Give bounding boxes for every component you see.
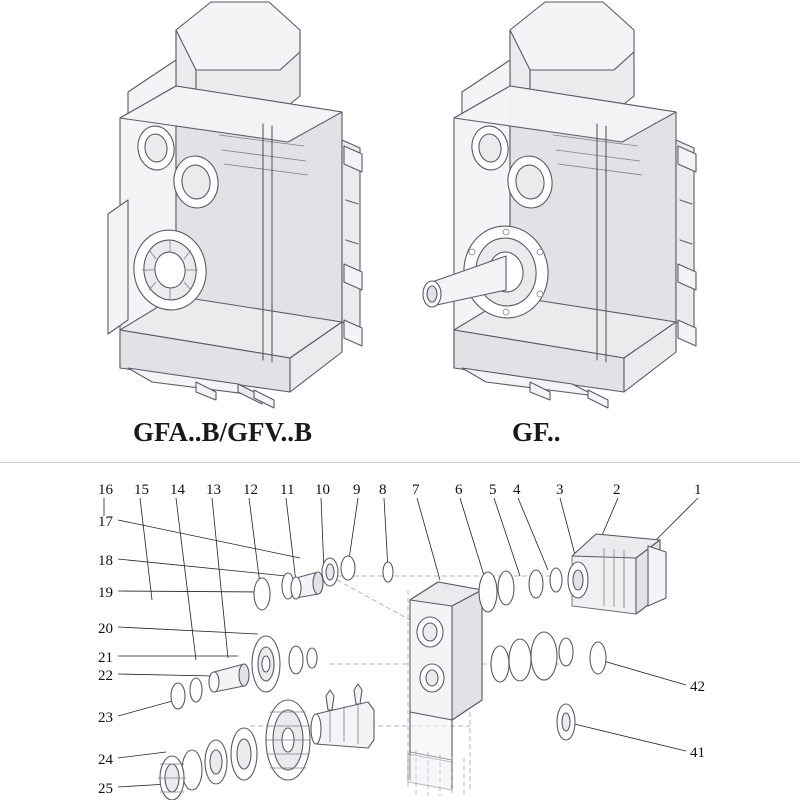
- callout-17: 17: [98, 514, 113, 530]
- callout-1: 1: [694, 482, 702, 498]
- callout-7: 7: [412, 482, 420, 498]
- callout-8: 8: [379, 482, 387, 498]
- callout-42: 42: [690, 679, 705, 695]
- callout-4: 4: [513, 482, 521, 498]
- callout-24: 24: [98, 752, 113, 768]
- callout-16: 16: [98, 482, 113, 498]
- part-bottom-gear-assembly: [158, 684, 374, 800]
- callout-6: 6: [455, 482, 463, 498]
- caption-gf: GF..: [512, 417, 561, 447]
- leader-lines-right: [566, 660, 686, 751]
- callout-25: 25: [98, 781, 113, 797]
- callout-9: 9: [353, 482, 361, 498]
- callout-3: 3: [556, 482, 564, 498]
- callout-23: 23: [98, 710, 113, 726]
- part-motor-adapter: [568, 534, 666, 614]
- part-upper-shaft-stack: [254, 556, 393, 610]
- caption-gfab-gfvb: GFA..B/GFV..B: [133, 417, 313, 447]
- callout-15: 15: [134, 482, 149, 498]
- part-seal-rings: [479, 568, 573, 682]
- callout-19: 19: [98, 585, 113, 601]
- callout-22: 22: [98, 668, 113, 684]
- callout-20: 20: [98, 621, 113, 637]
- callout-13: 13: [206, 482, 221, 498]
- callout-5: 5: [489, 482, 497, 498]
- callout-12: 12: [243, 482, 258, 498]
- callout-2: 2: [613, 482, 621, 498]
- part-middle-gear-shaft: [171, 636, 317, 709]
- callout-11: 11: [280, 482, 295, 498]
- callout-21: 21: [98, 650, 113, 666]
- callout-10: 10: [315, 482, 330, 498]
- callout-41: 41: [690, 745, 705, 761]
- callout-14: 14: [170, 482, 185, 498]
- callout-18: 18: [98, 553, 113, 569]
